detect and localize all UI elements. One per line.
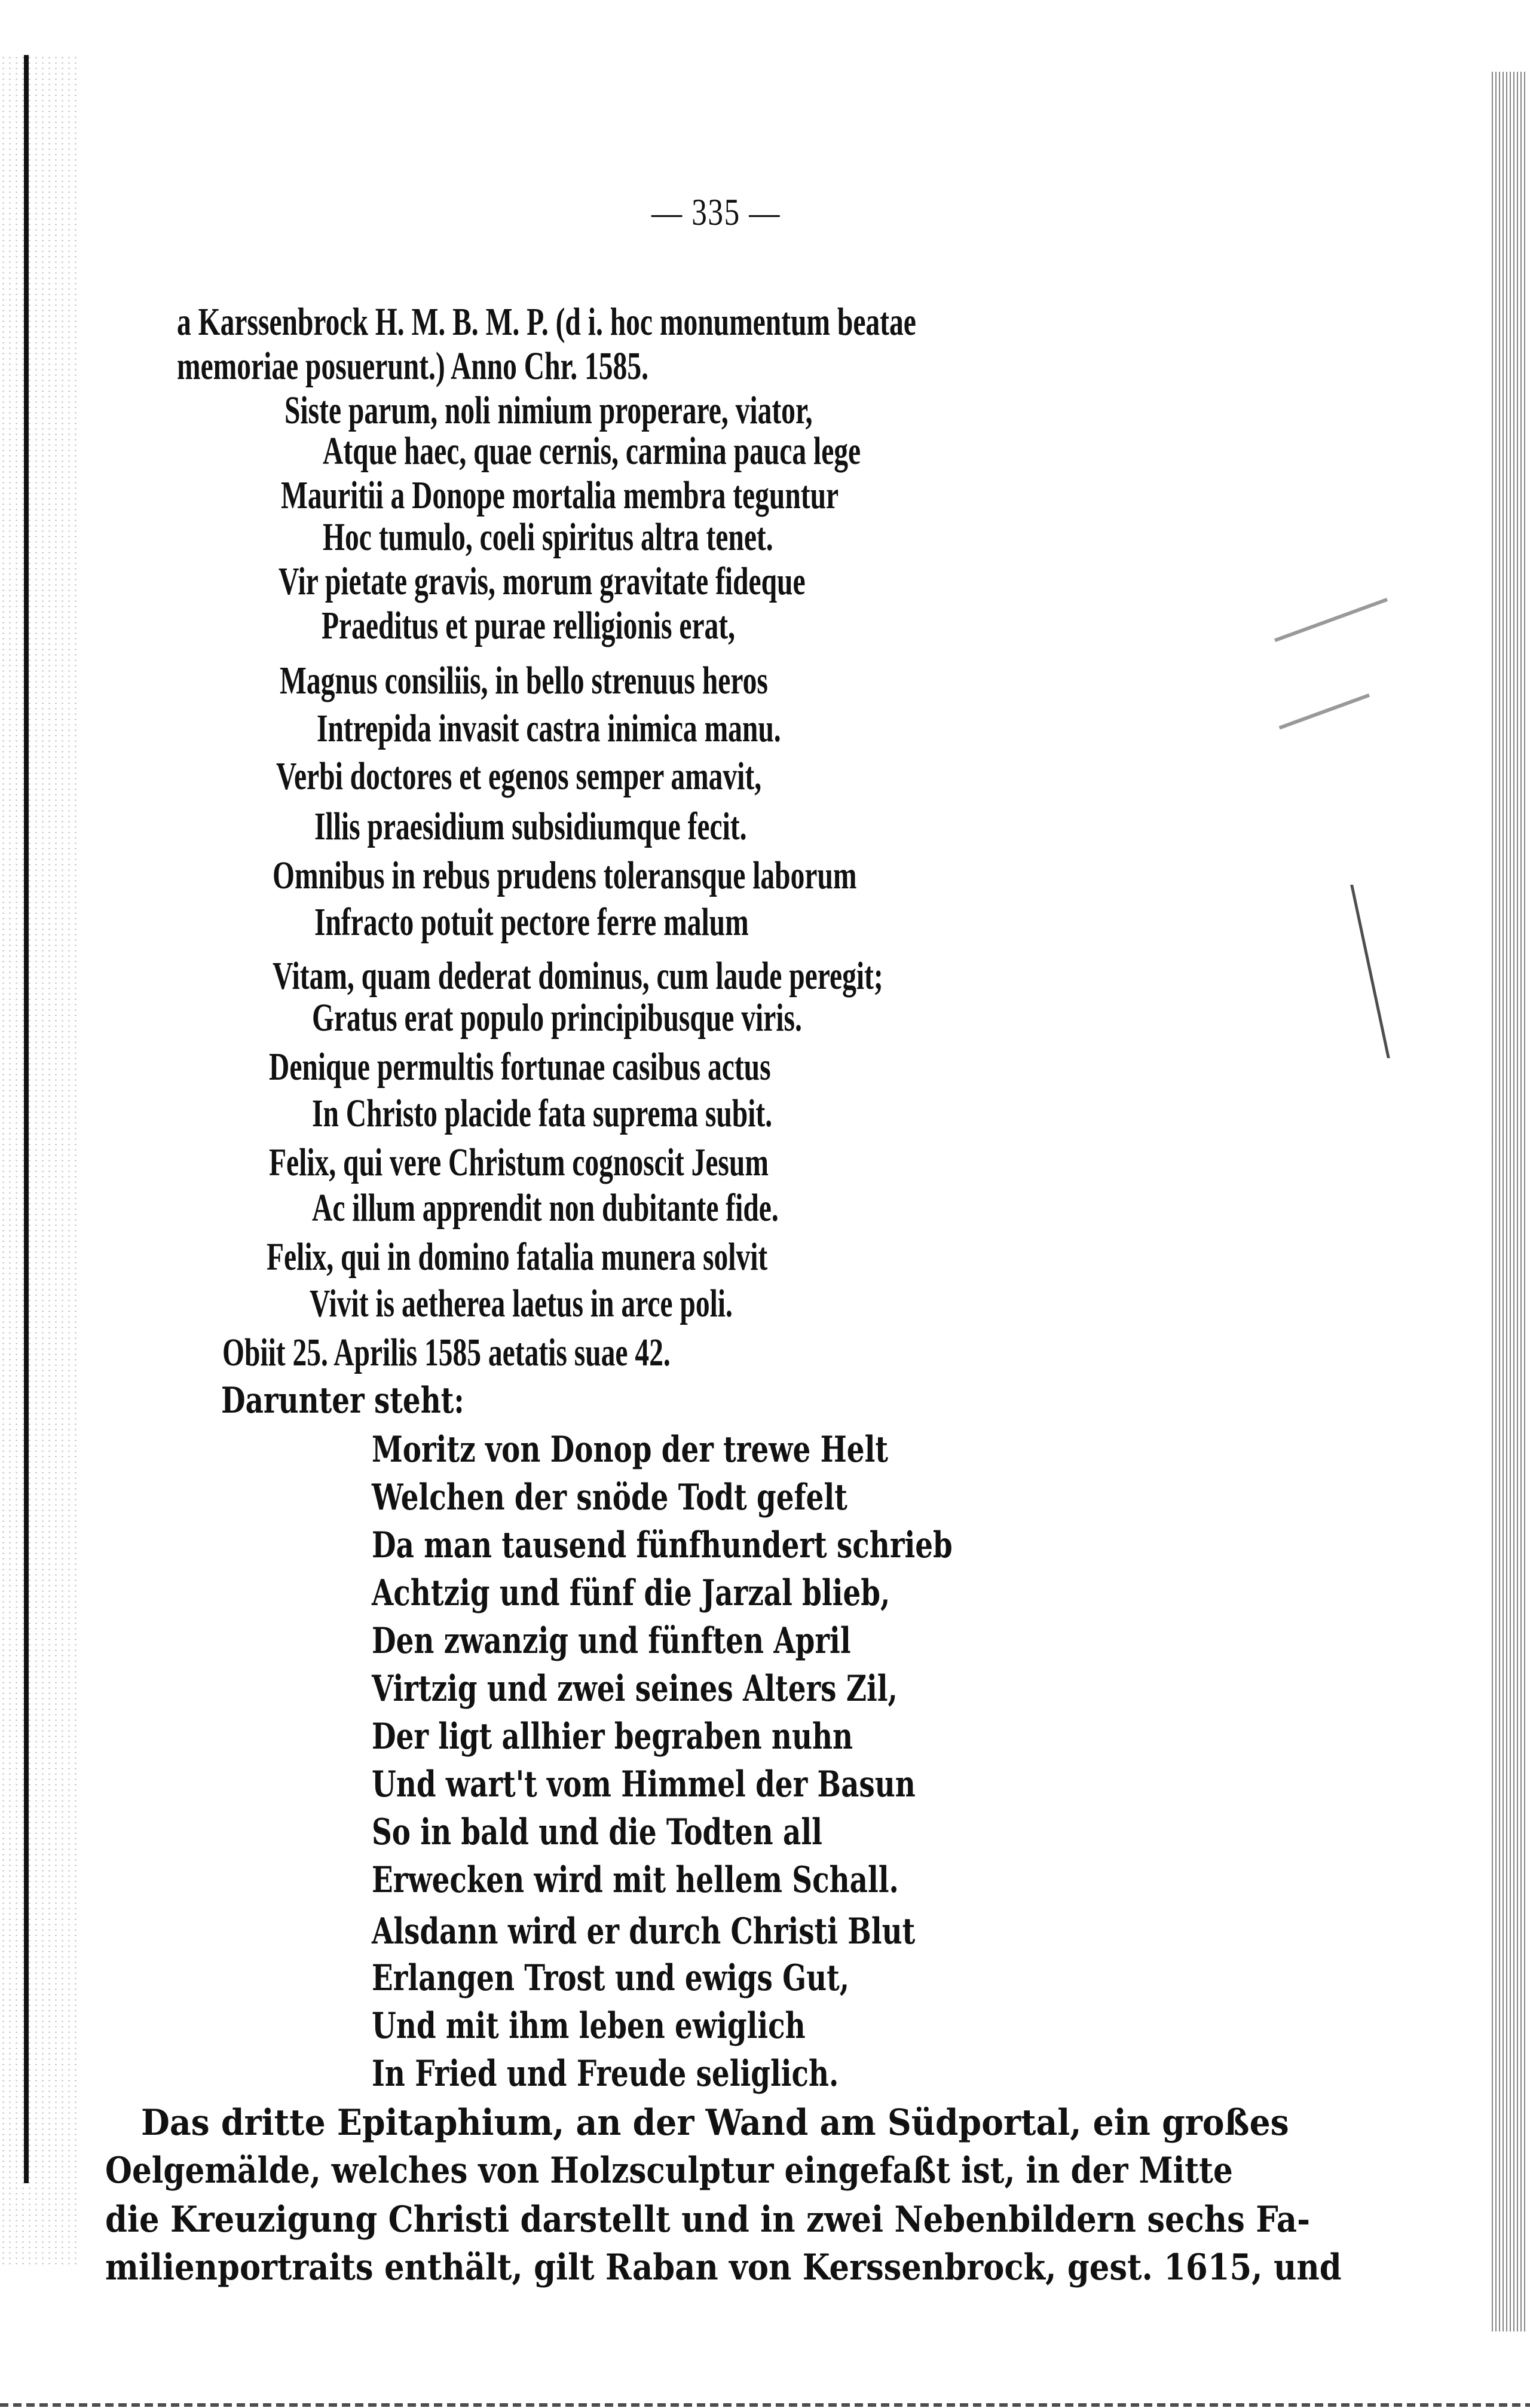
paragraph-line: die Kreuzigung Christi darstellt und in zwei Nebenbildern sechs Fa- bbox=[105, 2199, 1311, 2241]
page-edge-left bbox=[24, 55, 29, 2183]
page-number: — 335 — bbox=[651, 191, 781, 233]
scan-edge-noise-left bbox=[0, 55, 78, 2267]
epitaph-verse: Mauritii a Donope mortalia membra teguntur bbox=[281, 473, 839, 517]
paragraph-line: Oelgemälde, welches von Holzsculptur eingefaßt ist, in der Mitte bbox=[105, 2150, 1233, 2192]
pencil-bracket-icon bbox=[1326, 885, 1390, 1058]
german-verse: Erwecken wird mit hellem Schall. bbox=[372, 1859, 899, 1901]
epitaph-verse: Siste parum, noli nimium properare, viator, bbox=[284, 389, 813, 432]
epitaph-verse: Verbi doctores et egenos semper amavit, bbox=[276, 754, 762, 798]
epitaph-verse: Illis praesidium subsidiumque fecit. bbox=[314, 805, 747, 848]
epitaph-verse: Ac illum apprendit non dubitante fide. bbox=[312, 1186, 779, 1230]
german-verse: Da man tausend fünfhundert schrieb bbox=[372, 1524, 953, 1566]
pencil-mark-icon bbox=[1279, 693, 1378, 752]
paragraph-line: Das dritte Epitaphium, an der Wand am Südportal, ein großes bbox=[141, 2102, 1289, 2144]
scan-bottom-edge bbox=[0, 2403, 1530, 2407]
epitaph-verse: Praeditus et purae relligionis erat, bbox=[322, 604, 736, 647]
epitaph-verse: Hoc tumulo, coeli spiritus altra tenet. bbox=[323, 515, 773, 559]
epitaph-verse: Vivit is aetherea laetus in arce poli. bbox=[310, 1282, 733, 1325]
epitaph-verse: Denique permultis fortunae casibus actus bbox=[269, 1045, 771, 1089]
pencil-mark-icon bbox=[1274, 598, 1396, 665]
german-verse: Welchen der snöde Todt gefelt bbox=[372, 1477, 847, 1518]
obiit-line: Obiit 25. Aprilis 1585 aetatis suae 42. bbox=[222, 1331, 671, 1374]
paragraph-line: milienportraits enthält, gilt Raban von Kerssenbrock, gest. 1615, und bbox=[105, 2247, 1342, 2288]
german-verse: Der ligt allhier begraben nuhn bbox=[372, 1716, 853, 1758]
german-verse: In Fried und Freude seliglich. bbox=[372, 2053, 839, 2095]
german-verse: Virtzig und zwei seines Alters Zil, bbox=[372, 1668, 898, 1710]
epitaph-verse: Vir pietate gravis, morum gravitate fideque bbox=[279, 560, 806, 603]
intro-line: memoriae posuerunt.) Anno Chr. 1585. bbox=[177, 344, 648, 388]
epitaph-verse: Atque haec, quae cernis, carmina pauca lege bbox=[323, 429, 861, 473]
page-edge-right bbox=[1492, 72, 1528, 2331]
epitaph-verse: Felix, qui in domino fatalia munera solvit bbox=[267, 1235, 768, 1279]
intro-line: a Karssenbrock H. M. B. M. P. (d i. hoc monumentum beatae bbox=[177, 300, 916, 344]
german-verse: Den zwanzig und fünften April bbox=[372, 1620, 851, 1662]
german-verse: Und mit ihm leben ewiglich bbox=[372, 2005, 806, 2047]
epitaph-verse: Infracto potuit pectore ferre malum bbox=[314, 900, 749, 944]
epitaph-verse: Magnus consiliis, in bello strenuus heros bbox=[280, 659, 768, 702]
epitaph-verse: Felix, qui vere Christum cognoscit Jesum bbox=[269, 1141, 769, 1184]
german-verse: Achtzig und fünf die Jarzal blieb, bbox=[372, 1572, 891, 1614]
darunter-label: Darunter steht: bbox=[221, 1380, 464, 1422]
german-verse: Alsdann wird er durch Christi Blut bbox=[372, 1911, 916, 1952]
german-verse: Und wart't vom Himmel der Basun bbox=[372, 1764, 916, 1805]
epitaph-verse: Gratus erat populo principibusque viris. bbox=[312, 996, 802, 1040]
german-verse: Erlangen Trost und ewigs Gut, bbox=[372, 1957, 850, 1999]
epitaph-verse: In Christo placide fata suprema subit. bbox=[312, 1092, 773, 1135]
german-verse: Moritz von Donop der trewe Helt bbox=[372, 1429, 888, 1471]
epitaph-verse: Intrepida invasit castra inimica manu. bbox=[317, 707, 781, 750]
german-verse: So in bald und die Todten all bbox=[372, 1811, 822, 1853]
epitaph-verse: Omnibus in rebus prudens toleransque laborum bbox=[273, 854, 857, 897]
epitaph-verse: Vitam, quam dederat dominus, cum laude peregit; bbox=[273, 954, 883, 998]
